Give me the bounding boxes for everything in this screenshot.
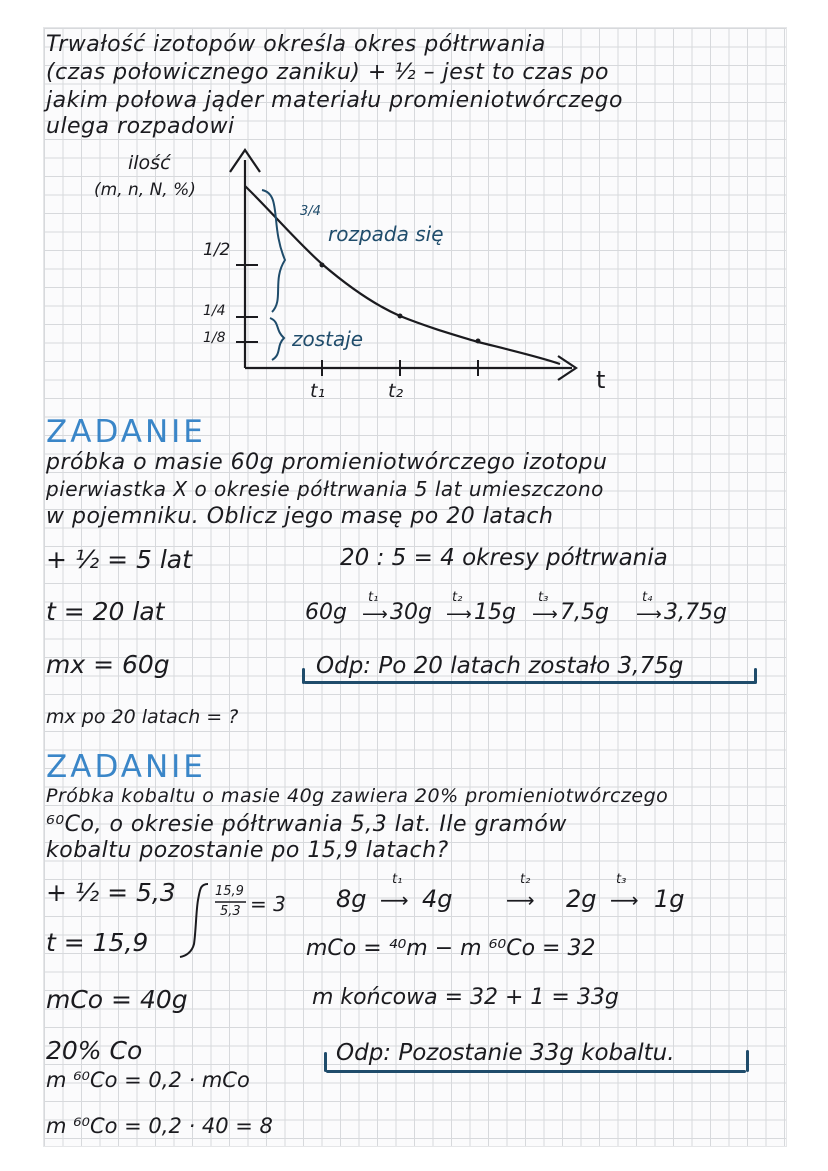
task1-chain-m2: 15g [474, 600, 516, 625]
y-label-eighth: 1/8 [203, 330, 226, 346]
task2-heading: ZADANIE [46, 749, 206, 785]
task1-given-half-life: + ½ = 5 lat [46, 545, 192, 574]
task1-chain-m3: 7,5g [560, 600, 609, 625]
brace-fraction: 3/4 [300, 204, 321, 219]
task1-chain-arrow4: ⟶ [636, 604, 662, 625]
task2-given-m60: m ⁶⁰Co = 0,2 · mCo [46, 1068, 250, 1092]
task2-m-final: m końcowa = 32 + 1 = 33g [312, 985, 619, 1010]
task2-given-percent: 20% Co [46, 1036, 143, 1065]
task1-chain-arrow2: ⟶ [446, 604, 472, 625]
task1-periods-calc: 20 : 5 = 4 okresy półtrwania [340, 545, 668, 571]
task1-chain-arrow3-label: t₃ [538, 590, 549, 605]
task2-fraction-result: = 3 [250, 892, 286, 916]
task1-given-unknown: mx po 20 latach = ? [46, 706, 239, 728]
task1-heading: ZADANIE [46, 414, 206, 450]
task1-chain-arrow2-label: t₂ [452, 590, 463, 605]
task2-statement-2: ⁶⁰Co, o okresie półtrwania 5,3 lat. Ile gramów [46, 812, 567, 837]
task2-chain-m2: 2g [566, 885, 597, 913]
brace-bottom-text: zostaje [292, 327, 364, 351]
task1-statement-1: próbka o masie 60g promieniotwórczego izotopu [46, 450, 608, 475]
task1-chain-m4: 3,75g [664, 600, 727, 625]
task2-mco-calc: mCo = ⁴⁰m − m ⁶⁰Co = 32 [306, 936, 596, 961]
brace-top-text: rozpada się [328, 222, 444, 246]
task1-chain-arrow1-label: t₁ [368, 590, 379, 605]
task2-chain-arrow3-label: t₃ [616, 872, 627, 887]
task2-answer-tick-right [746, 1050, 749, 1072]
task2-answer-underline [326, 1070, 746, 1073]
task2-fraction-bottom: 5,3 [220, 904, 241, 919]
task1-chain-arrow4-label: t₄ [642, 590, 653, 605]
graph-y-label-2: (m, n, N, %) [94, 180, 196, 200]
task2-chain-arrow2-label: t₂ [520, 872, 531, 887]
intro-line-3: jakim połowa jąder materiału promieniotwórczego [46, 88, 623, 113]
task2-bracket-path [180, 884, 208, 957]
task1-given-time: t = 20 lat [46, 597, 165, 626]
y-label-quarter: 1/4 [203, 303, 226, 319]
task1-given-mass: mx = 60g [46, 650, 170, 679]
task2-statement-1: Próbka kobaltu o masie 40g zawiera 20% promieniotwórczego [46, 785, 669, 807]
task2-answer: Odp: Pozostanie 33g kobaltu. [336, 1040, 675, 1066]
task2-chain-arrow2: ⟶ [506, 888, 535, 912]
task1-chain-m1: 30g [390, 600, 432, 625]
task2-chain-arrow1: ⟶ [380, 888, 409, 912]
task1-statement-2: pierwiastka X o okresie półtrwania 5 lat umieszczono [46, 477, 604, 501]
intro-line-2: (czas połowicznego zaniku) + ½ – jest to czas po [46, 60, 609, 85]
x-label-t1: t₁ [310, 380, 326, 402]
graph-y-label-1: ilość [128, 152, 171, 174]
task2-fraction-top: 15,9 [215, 884, 244, 899]
task1-answer: Odp: Po 20 latach zostało 3,75g [316, 653, 684, 679]
task2-chain-arrow1-label: t₁ [392, 872, 403, 887]
task1-statement-3: w pojemniku. Oblicz jego masę po 20 latach [46, 504, 554, 529]
intro-line-4: ulega rozpadowi [46, 114, 235, 139]
x-axis-label: t [596, 366, 606, 394]
intro-line-1: Trwałość izotopów określa okres półtrwania [46, 32, 546, 57]
task2-given-m60-calc: m ⁶⁰Co = 0,2 · 40 = 8 [46, 1114, 273, 1138]
task2-given-time: t = 15,9 [46, 928, 149, 957]
y-label-half: 1/2 [203, 240, 231, 260]
task2-statement-3: kobaltu pozostanie po 15,9 latach? [46, 838, 449, 863]
task2-given-mass: mCo = 40g [46, 985, 188, 1014]
x-label-t2: t₂ [388, 380, 404, 402]
task2-chain-m1: 4g [422, 885, 453, 913]
task2-chain-m0: 8g [336, 885, 367, 913]
task2-given-half-life: + ½ = 5,3 [46, 878, 176, 907]
task2-answer-tick-left [324, 1052, 327, 1072]
task2-chain-arrow3: ⟶ [610, 888, 639, 912]
task1-chain-arrow3: ⟶ [532, 604, 558, 625]
task1-chain-m0: 60g [305, 600, 347, 625]
task2-chain-m3: 1g [654, 885, 685, 913]
task1-chain-arrow1: ⟶ [362, 604, 388, 625]
